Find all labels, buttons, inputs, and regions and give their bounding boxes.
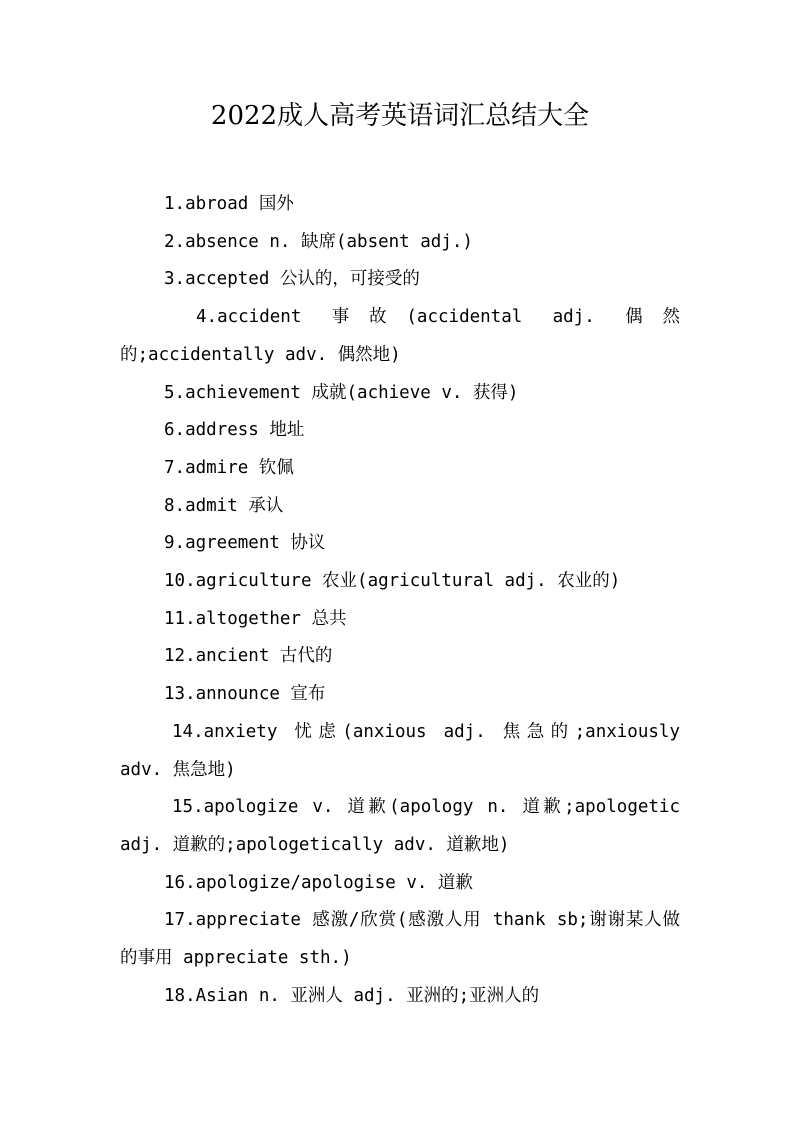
- list-item: 6.address 地址: [164, 420, 305, 441]
- list-item: 12.ancient 古代的: [164, 646, 333, 667]
- list-item: 18.Asian n. 亚洲人 adj. 亚洲的;亚洲人的: [164, 985, 540, 1006]
- list-item: 10.agriculture 农业(agricultural adj. 农业的): [164, 571, 621, 592]
- list-item: 2.absence n. 缺席(absent adj.): [164, 231, 473, 252]
- list-item: 13.announce 宣布: [164, 684, 326, 705]
- list-item: 1.abroad 国外: [164, 194, 294, 214]
- list-item: 14.anxiety 忧虑(anxious adj. 焦急的;anxiously adv. 焦急地): [120, 721, 680, 780]
- list-item: 3.accepted 公认的，可接受的: [164, 269, 420, 290]
- list-item: 8.admit 承认: [164, 495, 284, 516]
- list-item: 4.accident 事故(accidental adj. 偶然的;accidentally adv. 偶然地): [120, 307, 680, 365]
- list-item: 9.agreement 协议: [164, 533, 326, 554]
- list-item: 7.admire 钦佩: [164, 457, 294, 478]
- vocabulary-list: [120, 186, 680, 1015]
- list-item: 17.appreciate 感激/欣赏(感激人用 thank sb;谢谢某人做的事用 appreciate sth.): [120, 910, 680, 969]
- list-item: 11.altogether 总共: [164, 608, 347, 629]
- document-title: 2022成人高考英语词汇总结大全: [210, 101, 590, 131]
- list-item: 15.apologize v. 道歉(apology n. 道歉;apologetic adj. 道歉的;apologetically adv. 道歉地): [120, 797, 680, 855]
- list-item: 16.apologize/apologise v. 道歉: [164, 872, 473, 893]
- list-item: 5.achievement 成就(achieve v. 获得): [164, 382, 519, 403]
